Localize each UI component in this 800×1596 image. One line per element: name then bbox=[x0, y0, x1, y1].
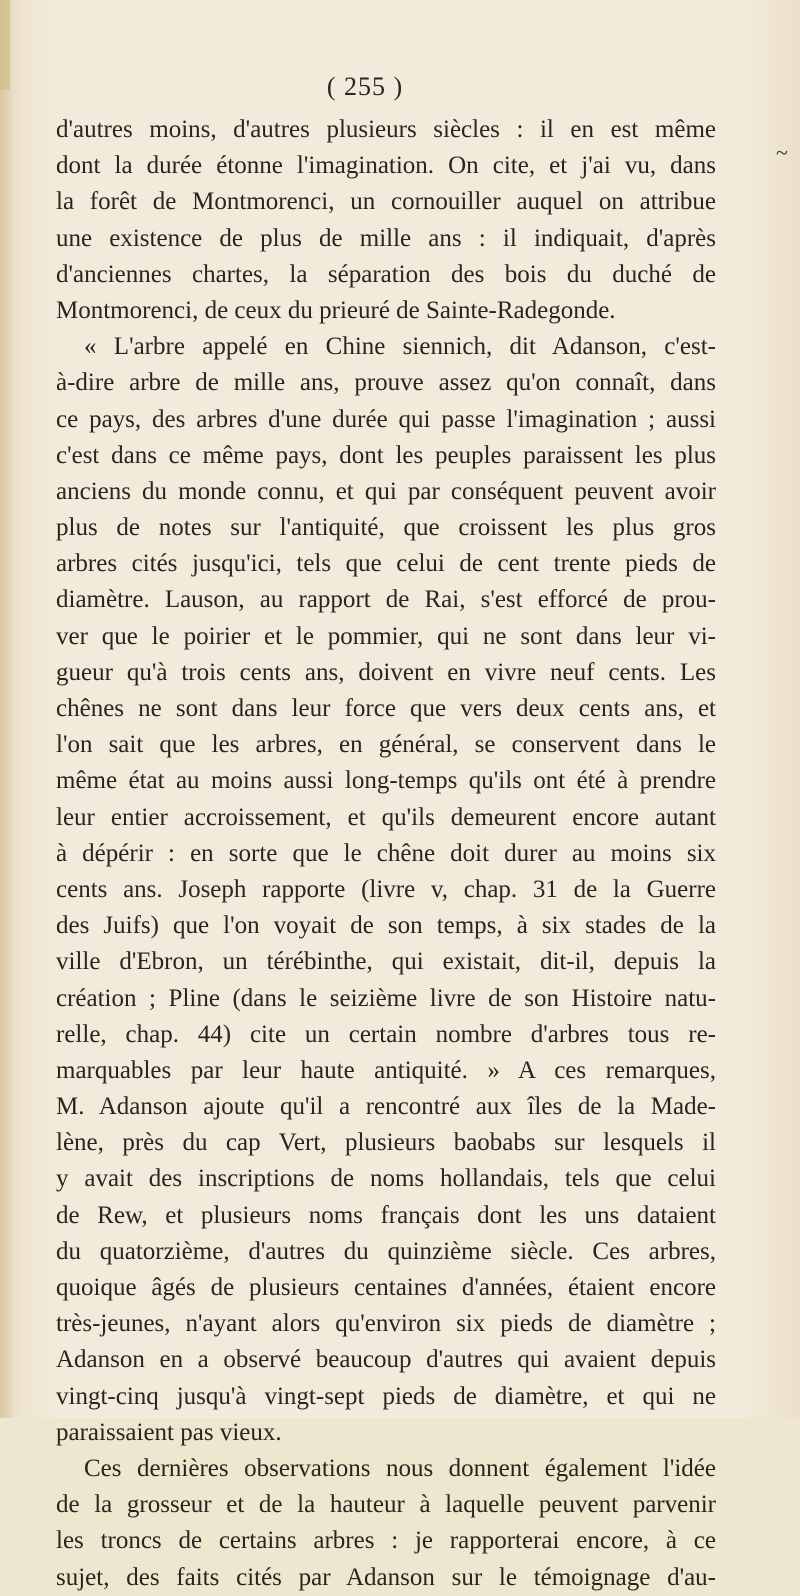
text-line: du quatorzième, d'autres du quinzième siècle. Ces arbres, bbox=[56, 1237, 716, 1265]
text-line: lène, près du cap Vert, plusieurs baobabs sur lesquels il bbox=[56, 1129, 716, 1157]
text-line: Montmorenci, de ceux du prieuré de Sainte-Radegonde. bbox=[56, 296, 616, 324]
text-line: Ces dernières observations nous donnent également l'idée bbox=[84, 1454, 716, 1482]
text-line: y avait des inscriptions de noms hollandais, tels que celui bbox=[56, 1165, 716, 1193]
text-line: plus de notes sur l'antiquité, que croissent les plus gros bbox=[56, 514, 716, 542]
text-line: sujet, des faits cités par Adanson sur le témoignage d'au- bbox=[56, 1563, 716, 1591]
text-line: de la grosseur et de la hauteur à laquelle peuvent parvenir bbox=[56, 1491, 716, 1519]
text-line: à-dire arbre de mille ans, prouve assez qu'on connaît, dans bbox=[56, 369, 716, 397]
text-line: relle, chap. 44) cite un certain nombre d'arbres tous re- bbox=[56, 1020, 716, 1048]
text-line: paraissaient pas vieux. bbox=[56, 1418, 282, 1446]
text-line: leur entier accroissement, et qu'ils demeurent encore autant bbox=[56, 803, 716, 831]
text-line: très-jeunes, n'ayant alors qu'environ six pieds de diamètre ; bbox=[56, 1310, 716, 1338]
text-line: l'on sait que les arbres, en général, se conservent dans le bbox=[56, 731, 716, 759]
text-line: arbres cités jusqu'ici, tels que celui de cent trente pieds de bbox=[56, 550, 716, 578]
text-line: même état au moins aussi long-temps qu'ils ont été à prendre bbox=[56, 767, 716, 795]
text-line: dont la durée étonne l'imagination. On cite, et j'ai vu, dans bbox=[56, 152, 716, 180]
text-line: ville d'Ebron, un térébinthe, qui existait, dit-il, depuis la bbox=[56, 948, 716, 976]
margin-mark: ~ bbox=[776, 140, 788, 165]
text-line: gueur qu'à trois cents ans, doivent en vivre neuf cents. Les bbox=[56, 658, 716, 686]
text-line: à dépérir : en sorte que le chêne doit durer au moins six bbox=[56, 839, 716, 867]
text-line: vingt-cinq jusqu'à vingt-sept pieds de diamètre, et qui ne bbox=[56, 1382, 716, 1410]
text-line: des Juifs) que l'on voyait de son temps, à six stades de la bbox=[56, 912, 716, 940]
text-line: ver que le poirier et le pommier, qui ne sont dans leur vi- bbox=[56, 622, 716, 650]
text-line: cents ans. Joseph rapporte (livre v, chap. 31 de la Guerre bbox=[56, 875, 716, 903]
text-line: M. Adanson ajoute qu'il a rencontré aux îles de la Made- bbox=[56, 1093, 716, 1121]
text-line: quoique âgés de plusieurs centaines d'années, étaient encore bbox=[56, 1274, 716, 1301]
text-line: ce pays, des arbres d'une durée qui passe l'imagination ; aussi bbox=[56, 405, 716, 433]
body-text bbox=[56, 112, 716, 1596]
text-line: chênes ne sont dans leur force que vers deux cents ans, et bbox=[56, 695, 716, 722]
gutter-shadow bbox=[0, 0, 14, 1418]
text-line: d'autres moins, d'autres plusieurs siècles : il en est même bbox=[56, 116, 716, 143]
text-line: diamètre. Lauson, au rapport de Rai, s'est efforcé de prou- bbox=[56, 586, 716, 614]
text-line: marquables par leur haute antiquité. » A ces remarques, bbox=[56, 1056, 716, 1084]
text-line: « L'arbre appelé en Chine siennich, dit Adanson, c'est- bbox=[84, 333, 716, 361]
text-line: Adanson en a observé beaucoup d'autres qui avaient depuis bbox=[56, 1346, 716, 1374]
text-line: les troncs de certains arbres : je rapporterai encore, à ce bbox=[56, 1527, 716, 1555]
text-line: d'anciennes chartes, la séparation des bois du duché de bbox=[56, 260, 716, 288]
text-line: anciens du monde connu, et qui par conséquent peuvent avoir bbox=[56, 477, 716, 505]
page-number: ( 255 ) bbox=[326, 72, 404, 101]
text-line: c'est dans ce même pays, dont les peuples paraissent les plus bbox=[56, 441, 716, 469]
text-line: création ; Pline (dans le seizième livre de son Histoire natu- bbox=[56, 984, 716, 1012]
text-line: de Rew, et plusieurs noms français dont les uns dataient bbox=[56, 1201, 716, 1229]
text-line: une existence de plus de mille ans : il indiquait, d'après bbox=[56, 224, 716, 252]
text-line: la forêt de Montmorenci, un cornouiller auquel on attribue bbox=[56, 188, 716, 216]
